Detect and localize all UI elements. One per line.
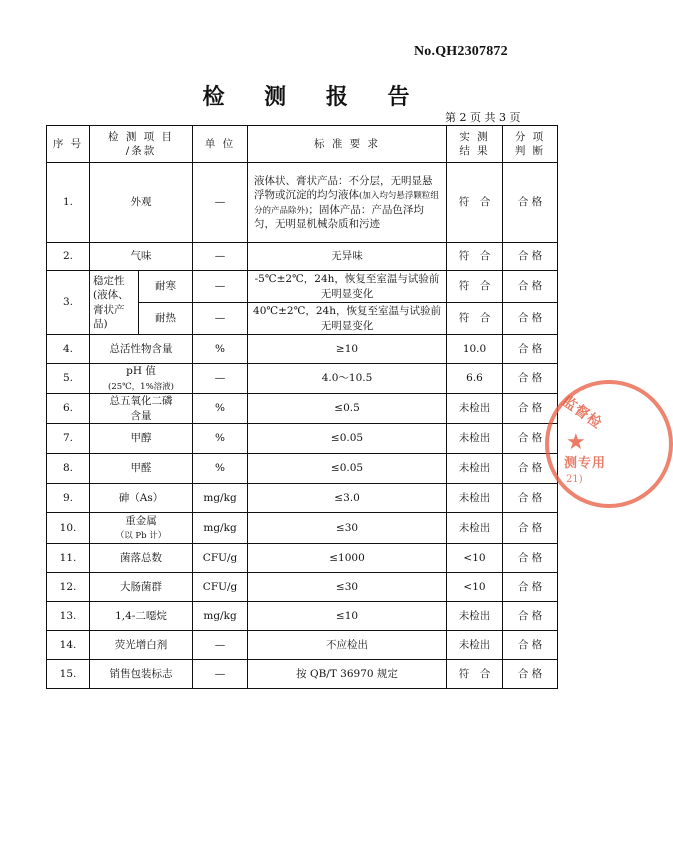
- report-number: No.QH2307872: [414, 44, 508, 59]
- page-indicator: 第 2 页 共 3 页: [445, 111, 521, 124]
- row-judge: 合 格: [503, 364, 558, 394]
- row-unit: mg/kg: [193, 513, 248, 544]
- row-judge: 合 格: [503, 602, 558, 631]
- table-row: [47, 364, 558, 394]
- row-item: 总活性物含量: [90, 335, 193, 364]
- table-row: [47, 335, 558, 364]
- row-standard: 液体状、膏状产品：不分层，无明显悬浮物或沉淀的均匀液体(加入均匀悬浮颗粒组分的产品除外)；固体产品：产品色泽均匀，无明显机械杂质和污迹: [248, 163, 447, 243]
- row-result: 6.6: [447, 364, 503, 394]
- table-row: [47, 544, 558, 573]
- row-item: 销售包装标志: [90, 660, 193, 689]
- row-item: 荧光增白剂: [90, 631, 193, 660]
- row-standard: 按 QB/T 36970 规定: [248, 660, 447, 689]
- row-seq: 8.: [47, 454, 90, 484]
- row-judge: 合 格: [503, 335, 558, 364]
- row-judge: 合 格: [503, 573, 558, 602]
- row-unit: —: [193, 163, 248, 243]
- row-judge: 合 格: [503, 660, 558, 689]
- row-standard: ≤0.5: [248, 394, 447, 424]
- row-unit: —: [193, 271, 248, 303]
- row-seq: 9.: [47, 484, 90, 513]
- row-judge: 合 格: [503, 163, 558, 243]
- row-judge: 合 格: [503, 303, 558, 335]
- row-standard: 4.0～10.5: [248, 364, 447, 394]
- row-unit: CFU/g: [193, 544, 248, 573]
- row-unit: %: [193, 454, 248, 484]
- row-unit: —: [193, 303, 248, 335]
- row-standard: ≤30: [248, 573, 447, 602]
- row-judge: 合 格: [503, 243, 558, 271]
- table-row: [47, 573, 558, 602]
- row-standard: ≤30: [248, 513, 447, 544]
- row-item: pH 值 (25℃，1%溶液): [90, 364, 193, 394]
- row-item: 砷（As）: [90, 484, 193, 513]
- row-result: <10: [447, 573, 503, 602]
- seal-center-text: 测专用: [564, 456, 607, 471]
- row-result: 符 合: [447, 271, 503, 303]
- row-standard: ≤0.05: [248, 454, 447, 484]
- row-standard: ≥10: [248, 335, 447, 364]
- table-row: [47, 454, 558, 484]
- row-unit: —: [193, 243, 248, 271]
- table-header-row: [47, 126, 558, 163]
- row-item: 气味: [90, 243, 193, 271]
- header-standard: 标 准 要 求: [248, 126, 447, 163]
- row-unit: %: [193, 335, 248, 364]
- table-row: [47, 660, 558, 689]
- row-result: 未检出: [447, 631, 503, 660]
- table-row: [47, 271, 558, 303]
- row-unit: %: [193, 424, 248, 454]
- row-item: 甲醇: [90, 424, 193, 454]
- header-item: 检 测 项 目 /条款: [90, 126, 193, 163]
- row-judge: 合 格: [503, 513, 558, 544]
- row-item: 总五氧化二磷 含量: [90, 394, 193, 424]
- row-item: 重金属 （以 Pb 计）: [90, 513, 193, 544]
- table-row: [47, 513, 558, 544]
- table-row: [47, 602, 558, 631]
- row-seq: 3.: [47, 271, 90, 335]
- row-standard: -5℃±2℃，24h，恢复至室温与试验前无明显变化: [248, 271, 447, 303]
- row-seq: 14.: [47, 631, 90, 660]
- row-item: 菌落总数: [90, 544, 193, 573]
- table-row: [47, 163, 558, 243]
- header-seq: 序 号: [47, 126, 90, 163]
- row-result: 未检出: [447, 424, 503, 454]
- row-subitem: 耐热: [139, 303, 193, 335]
- row-unit: —: [193, 660, 248, 689]
- row-result: 未检出: [447, 484, 503, 513]
- row-seq: 6.: [47, 394, 90, 424]
- row-standard: ≤1000: [248, 544, 447, 573]
- row-judge: 合 格: [503, 394, 558, 424]
- row-standard: 40℃±2℃，24h，恢复至室温与试验前无明显变化: [248, 303, 447, 335]
- seal-arc-text: 监督检: [558, 393, 605, 433]
- table-row: [47, 484, 558, 513]
- row-seq: 1.: [47, 163, 90, 243]
- row-unit: —: [193, 631, 248, 660]
- row-item: 1,4-二噁烷: [90, 602, 193, 631]
- table-row: [47, 424, 558, 454]
- row-judge: 合 格: [503, 424, 558, 454]
- row-judge: 合 格: [503, 484, 558, 513]
- row-unit: mg/kg: [193, 602, 248, 631]
- row-item: 甲醛: [90, 454, 193, 484]
- header-unit: 单 位: [193, 126, 248, 163]
- row-seq: 15.: [47, 660, 90, 689]
- row-result: <10: [447, 544, 503, 573]
- row-result: 符 合: [447, 660, 503, 689]
- row-result: 未检出: [447, 454, 503, 484]
- test-results-table: [46, 125, 558, 689]
- row-seq: 4.: [47, 335, 90, 364]
- seal-star-icon: ★: [566, 430, 586, 455]
- row-seq: 11.: [47, 544, 90, 573]
- row-standard: 无异味: [248, 243, 447, 271]
- row-result: 符 合: [447, 243, 503, 271]
- row-subitem: 耐寒: [139, 271, 193, 303]
- row-unit: mg/kg: [193, 484, 248, 513]
- row-unit: —: [193, 364, 248, 394]
- row-judge: 合 格: [503, 544, 558, 573]
- row-seq: 13.: [47, 602, 90, 631]
- row-seq: 10.: [47, 513, 90, 544]
- table-row: [47, 394, 558, 424]
- row-standard: ≤10: [248, 602, 447, 631]
- row-unit: CFU/g: [193, 573, 248, 602]
- row-standard: 不应检出: [248, 631, 447, 660]
- row-item: 外观: [90, 163, 193, 243]
- page-title: 检 测 报 告: [202, 84, 426, 110]
- row-judge: 合 格: [503, 271, 558, 303]
- row-result: 符 合: [447, 163, 503, 243]
- row-result: 10.0: [447, 335, 503, 364]
- row-unit: %: [193, 394, 248, 424]
- row-item: 大肠菌群: [90, 573, 193, 602]
- row-item-group: 稳定性(液体、膏状产品): [90, 271, 139, 335]
- row-result: 符 合: [447, 303, 503, 335]
- row-result: 未检出: [447, 394, 503, 424]
- row-standard: ≤0.05: [248, 424, 447, 454]
- seal-code-text: 21): [566, 474, 583, 485]
- header-result: 实 测 结 果: [447, 126, 503, 163]
- row-judge: 合 格: [503, 454, 558, 484]
- row-result: 未检出: [447, 513, 503, 544]
- row-judge: 合 格: [503, 631, 558, 660]
- row-standard: ≤3.0: [248, 484, 447, 513]
- row-seq: 12.: [47, 573, 90, 602]
- row-seq: 2.: [47, 243, 90, 271]
- table-row: [47, 631, 558, 660]
- row-seq: 5.: [47, 364, 90, 394]
- row-seq: 7.: [47, 424, 90, 454]
- table-row: [47, 243, 558, 271]
- row-result: 未检出: [447, 602, 503, 631]
- header-judge: 分 项 判 断: [503, 126, 558, 163]
